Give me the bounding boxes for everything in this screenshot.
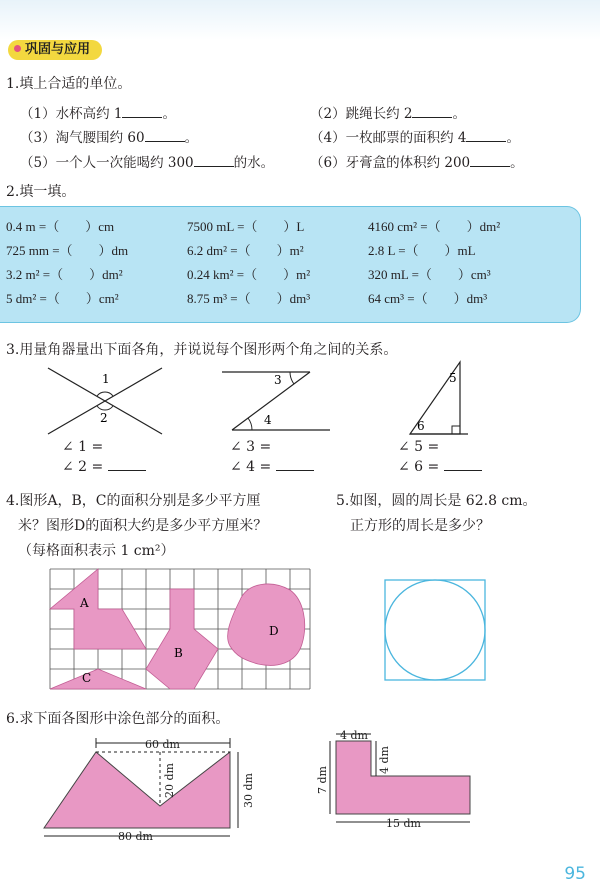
q4-line: 4.图形A，B，C的面积分别是多少平方厘 xyxy=(6,493,261,509)
q5-line: 5.如图，圆的周长是 62.8 cm。 xyxy=(336,493,537,509)
q2-title: 2.填一填。 xyxy=(6,184,76,200)
circle xyxy=(385,580,485,680)
shaded-shape xyxy=(336,741,470,814)
dimension-label: 20 dm xyxy=(163,763,176,798)
conversion-item: 7500 mL =（ ）L xyxy=(187,219,305,234)
shaded-shape xyxy=(44,752,230,828)
shape-label: B xyxy=(174,646,183,660)
angle-figures xyxy=(0,358,600,438)
angle-arc xyxy=(290,372,294,384)
angle-arc xyxy=(97,406,113,410)
angle-label: 4 xyxy=(264,413,272,427)
bullet-icon xyxy=(14,45,21,52)
q3-title: 3.用量角器量出下面各角，并说说每个图形两个角之间的关系。 xyxy=(6,342,398,358)
answer-line: ∠ 1 = xyxy=(62,439,104,455)
answer-line: ∠ 2 = xyxy=(62,459,146,475)
right-angle-mark xyxy=(452,426,460,434)
shape-label: C xyxy=(82,671,92,685)
q1-item: （1）水杯高约 1 。 xyxy=(20,106,176,122)
angle-label: 3 xyxy=(274,373,282,387)
q4-line: （每格面积表示 1 cm²） xyxy=(18,543,175,559)
conversion-item: 8.75 m³ =（ ）dm³ xyxy=(187,291,311,306)
q1-item: （6）牙膏盒的体积约 200 。 xyxy=(310,155,524,171)
q1-title: 1.填上合适的单位。 xyxy=(6,76,132,92)
angle-label: 1 xyxy=(102,372,110,386)
angle-arc xyxy=(97,392,113,396)
shape-c xyxy=(50,669,146,689)
circle-square-figure xyxy=(380,575,490,685)
dimension-label: 15 dm xyxy=(386,817,421,830)
angle-label: 2 xyxy=(100,411,108,425)
conversion-item: 0.24 km² =（ ）m² xyxy=(187,267,311,282)
conversion-item: 3.2 m² =（ ）dm² xyxy=(6,267,123,282)
answer-line: ∠ 4 = xyxy=(230,459,314,475)
dimension-label: 60 dm xyxy=(145,738,180,751)
q1-item: （2）跳绳长约 2 。 xyxy=(310,106,466,122)
q4-line: 米？图形D的面积大约是多少平方厘米？ xyxy=(18,518,268,534)
conversion-item: 2.8 L =（ ）mL xyxy=(368,243,476,258)
grid-figure xyxy=(0,560,320,695)
conversion-item: 320 mL =（ ）cm³ xyxy=(368,267,491,282)
figure-2 xyxy=(310,724,490,844)
shape-label: D xyxy=(269,624,279,638)
conversion-item: 0.4 m =（ ）cm xyxy=(6,219,115,234)
dimension-label: 4 dm xyxy=(378,746,391,774)
q1-item: （3）淘气腰围约 60 。 xyxy=(20,130,199,146)
dimension-label: 7 dm xyxy=(316,766,329,794)
angle-label: 6 xyxy=(417,419,425,433)
q1-item: （5）一个人一次能喝约 300 的水。 xyxy=(20,155,275,171)
shape-d xyxy=(228,584,305,665)
conversion-item: 725 mm =（ ）dm xyxy=(6,243,129,258)
section-title: 巩固与应用 xyxy=(25,42,91,57)
answer-line: ∠ 3 = xyxy=(230,439,272,455)
header-band xyxy=(0,0,600,40)
q5-line: 正方形的周长是多少？ xyxy=(350,518,490,534)
dimension-label: 30 dm xyxy=(242,773,255,808)
dimension-label: 4 dm xyxy=(340,729,368,742)
q1-item: （4）一枚邮票的面积约 4 。 xyxy=(310,130,520,146)
page-number: 95 xyxy=(564,864,586,884)
figure-1 xyxy=(30,728,260,848)
conversion-item: 5 dm² =（ ）cm² xyxy=(6,291,119,306)
dimension-label: 80 dm xyxy=(118,830,153,843)
angle-label: 5 xyxy=(449,371,457,385)
conversion-item: 4160 cm² =（ ）dm² xyxy=(368,219,501,234)
conversion-item: 64 cm³ =（ ）dm³ xyxy=(368,291,488,306)
conversion-item: 6.2 dm² =（ ）m² xyxy=(187,243,304,258)
shape-label: A xyxy=(80,596,89,610)
section-badge xyxy=(8,40,102,60)
shape-b xyxy=(146,589,218,689)
q6-title: 6.求下面各图形中涂色部分的面积。 xyxy=(6,711,230,727)
angle-arc xyxy=(248,418,252,430)
answer-line: ∠ 5 = xyxy=(398,439,440,455)
answer-line: ∠ 6 = xyxy=(398,459,482,475)
